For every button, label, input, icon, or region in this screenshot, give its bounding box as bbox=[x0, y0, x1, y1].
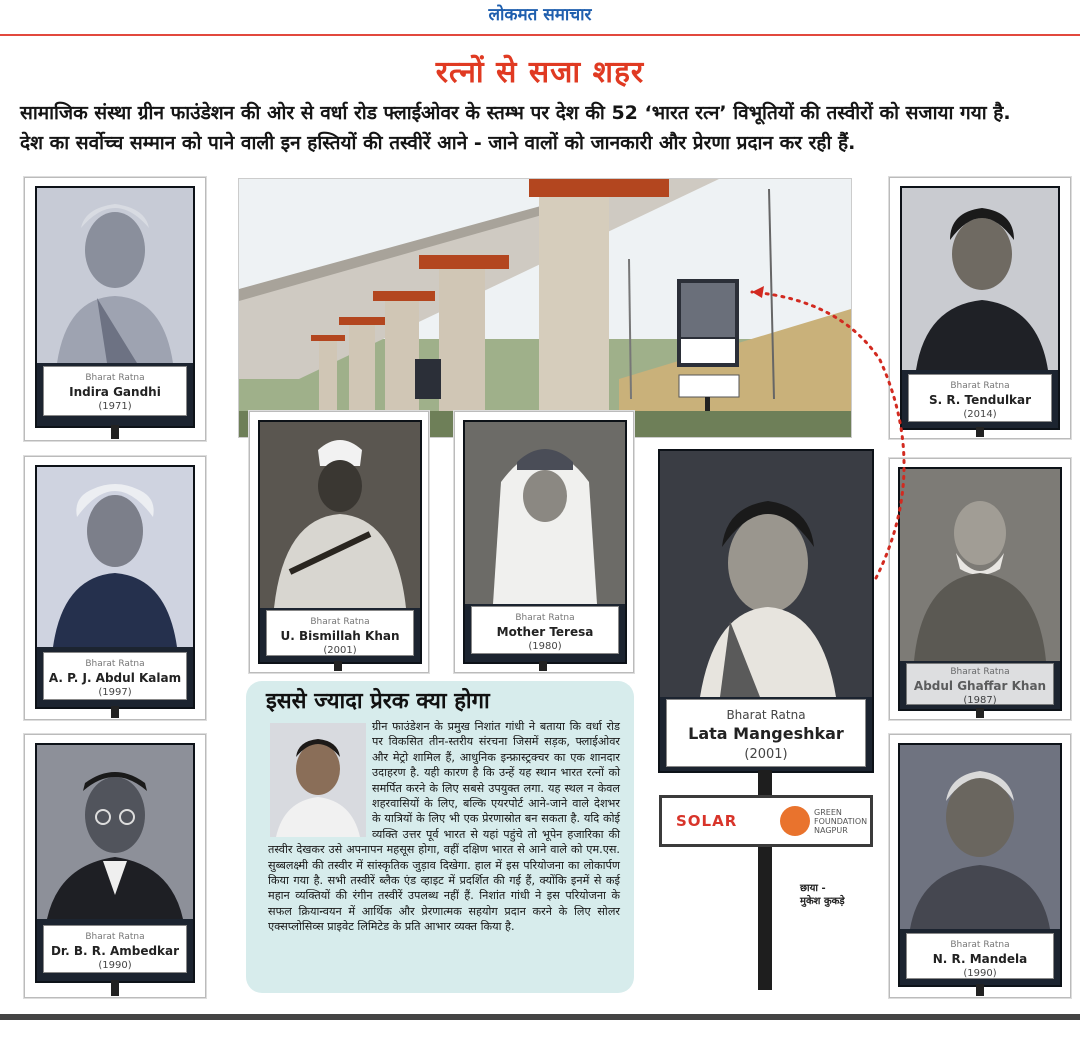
portrait-mother-teresa bbox=[454, 411, 634, 673]
portrait-br-ambedkar bbox=[24, 734, 206, 998]
plate-year: (1997) bbox=[98, 687, 132, 698]
plate-title: Bharat Ratna bbox=[515, 613, 575, 623]
bottom-rule bbox=[0, 1014, 1080, 1020]
plate-name: U. Bismillah Khan bbox=[280, 629, 400, 643]
plate-name: S. R. Tendulkar bbox=[928, 393, 1032, 407]
masthead: लोकमत समाचार bbox=[488, 5, 592, 25]
portrait-photo bbox=[260, 422, 420, 608]
plate-year: (1990) bbox=[98, 960, 132, 971]
plate-title: Bharat Ratna bbox=[950, 940, 1010, 950]
headline: रत्नों से सजा शहर bbox=[435, 55, 645, 90]
info-body bbox=[268, 719, 620, 935]
plate-name: Dr. B. R. Ambedkar bbox=[50, 944, 180, 958]
photo-credit-name: मुकेश कुकड़े bbox=[800, 896, 845, 907]
plate-name: Lata Mangeshkar bbox=[688, 724, 844, 743]
sponsor-partner: GREEN FOUNDATION NAGPUR bbox=[814, 808, 868, 835]
plate-name: A. P. J. Abdul Kalam bbox=[48, 671, 182, 685]
info-body-text: ग्रीन फाउंडेशन के प्रमुख निशांत गांधी ने बताया कि वर्धा रोड पर विकसित तीन-स्तरीय संरचना जिसमें सड़क, फ्लाईओवर और मेट्रो शामिल हैं, आधुनिक इन्फ्रास्ट्रक्चर का एक शानदार उदाहरण है. यही कारण है कि उन्हें यह स्थान भारत रत्नों को समर्पित करने के लिए सबसे उपयुक्त लगा. यह स्थल न केवल शहरवासियों के लिए, बल्कि एयरपोर्ट आने-जाने वाले देशभर के यात्रियों के लिए भी एक प्रेरणास्रोत बन सकता है. यदि कोई व्यक्ति उत्तर पूर्व भारत से यहां पहुंचे तो भूपेन हजारिका की तस्वीर देखकर उसे अपनापन महसूस होगा, वहीं दक्षिण भारत से आने वाले को एम.एस. सुब्बलक्ष्मी की तस्वीर में सांस्कृतिक जुड़ाव दिखेगा. हाल में इस परियोजना का लोकार्पण किया गया है. सभी तस्वीरें ब्लैक एंड व्हाइट में प्रदर्शित की गई हैं, क्योंकि इनमें से कई महान व्यक्तियों की रंगीन तस्वीरें उपलब्ध नहीं हैं. निशांत गांधी ने इस परियोजना के सफल क्रियान्वयन में आर्थिक और प्रेरणात्मक सहयोग प्रदान करने के लिए सोलर एक्सप्लोसिव्स प्राइवेट लिमिटेड के प्रति आभार व्यक्त किया है. bbox=[268, 720, 620, 934]
plate-name: Abdul Ghaffar Khan bbox=[913, 679, 1047, 693]
plate-year: (2001) bbox=[744, 747, 788, 762]
sponsor-brand: SOLAR bbox=[676, 812, 738, 830]
portrait-photo bbox=[900, 469, 1060, 661]
plate-year: (1987) bbox=[963, 695, 997, 706]
plate-year: (1980) bbox=[528, 641, 562, 652]
portrait-photo bbox=[660, 451, 872, 697]
info-title: इससे ज्यादा प्रेरक क्या होगा bbox=[266, 689, 490, 714]
plate-year: (2001) bbox=[323, 645, 357, 656]
portrait-photo bbox=[37, 188, 193, 363]
plate-title: Bharat Ratna bbox=[310, 617, 370, 627]
plate-title: Bharat Ratna bbox=[85, 659, 145, 669]
plate-name: N. R. Mandela bbox=[932, 952, 1028, 966]
portrait-lata-mangeshkar bbox=[658, 449, 874, 775]
portrait-abdul-ghaffar-khan bbox=[889, 458, 1071, 720]
portrait-photo bbox=[900, 745, 1060, 929]
portrait-photo bbox=[902, 188, 1058, 370]
intro-line-1: सामाजिक संस्था ग्रीन फाउंडेशन की ओर से वर्धा रोड फ्लाईओवर के स्तम्भ पर देश की 52 ‘भारत रत्न’ विभूतियों की तस्वीरों को सजाया गया है. bbox=[20, 102, 1011, 124]
portrait-bismillah-khan bbox=[249, 411, 429, 673]
photo-credit bbox=[800, 882, 845, 908]
plate-year: (2014) bbox=[963, 409, 997, 420]
portrait-nr-mandela bbox=[889, 734, 1071, 998]
green-foundation-logo-icon bbox=[780, 806, 810, 836]
masthead-divider bbox=[0, 34, 1080, 36]
sponsor-sign bbox=[659, 795, 873, 847]
portrait-indira-gandhi bbox=[24, 177, 206, 441]
portrait-sr-tendulkar bbox=[889, 177, 1071, 439]
intro-line-2: देश का सर्वोच्च सम्मान को पाने वाली इन हस्तियों की तस्वीरें आने - जाने वालों को जानकारी और प्रेरणा प्रदान कर रही हैं. bbox=[20, 132, 856, 154]
portrait-photo bbox=[37, 745, 193, 919]
plate-title: Bharat Ratna bbox=[950, 381, 1010, 391]
portrait-photo bbox=[465, 422, 625, 604]
plate-name: Mother Teresa bbox=[496, 625, 594, 639]
flyover-photo bbox=[238, 178, 852, 438]
plate-title: Bharat Ratna bbox=[85, 932, 145, 942]
plate-title: Bharat Ratna bbox=[950, 667, 1010, 677]
plate-name: Indira Gandhi bbox=[69, 385, 161, 399]
plate-title: Bharat Ratna bbox=[85, 373, 145, 383]
plate-title: Bharat Ratna bbox=[726, 708, 806, 722]
info-box bbox=[246, 681, 634, 993]
portrait-photo bbox=[37, 467, 193, 647]
plate-year: (1990) bbox=[963, 968, 997, 979]
plate-year: (1971) bbox=[98, 401, 132, 412]
portrait-abdul-kalam bbox=[24, 456, 206, 720]
intro-paragraph bbox=[20, 98, 1070, 158]
photo-credit-label: छाया - bbox=[800, 883, 826, 894]
